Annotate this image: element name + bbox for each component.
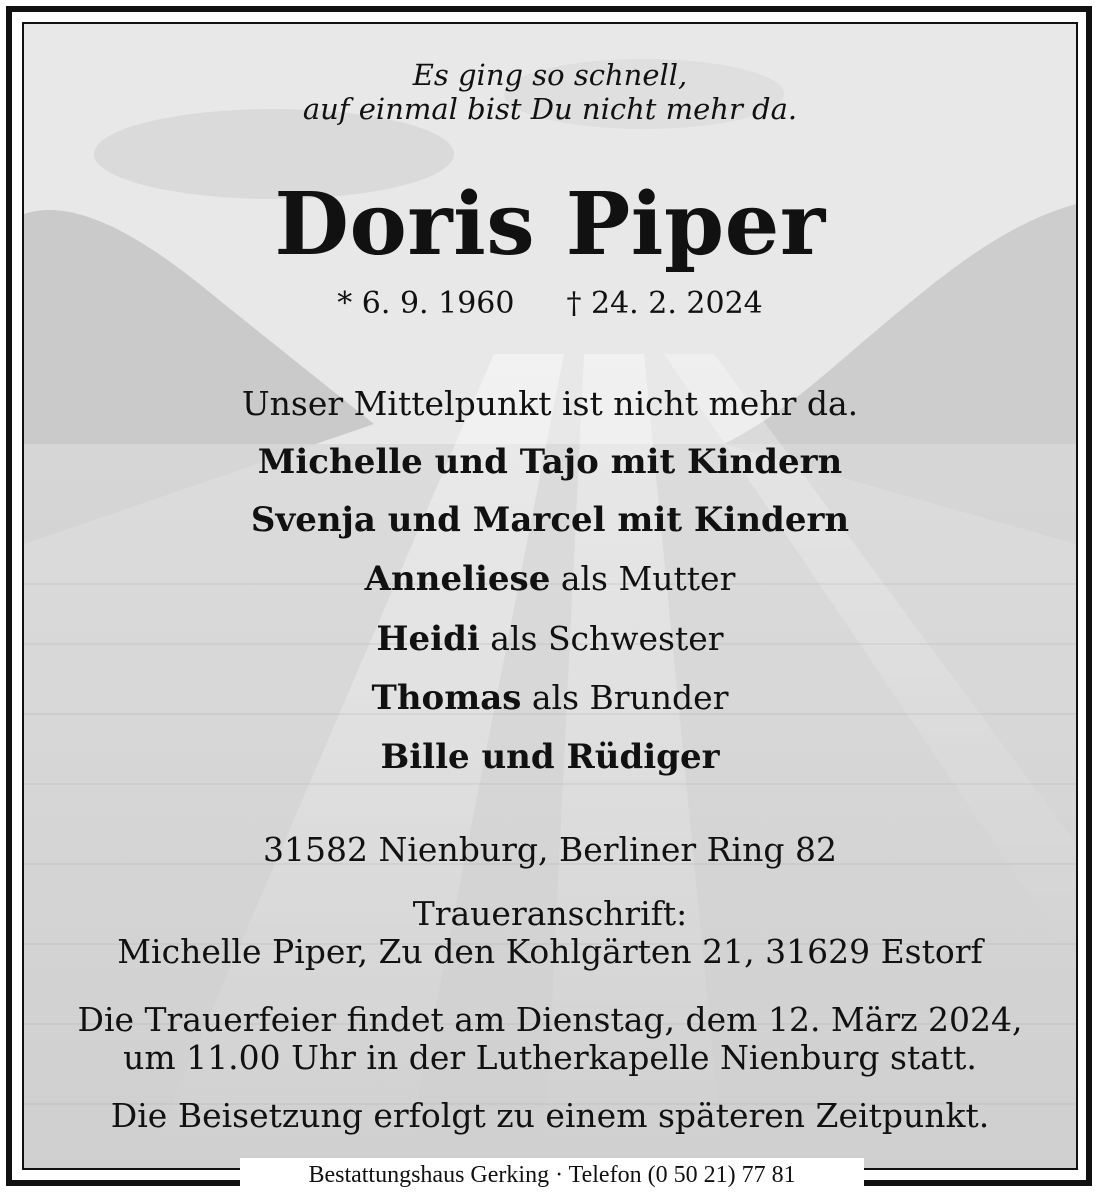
home-address: 31582 Nienburg, Berliner Ring 82 (263, 830, 837, 869)
ceremony-line-1: Die Trauerfeier findet am Dienstag, dem 12. März 2024, (77, 1000, 1023, 1039)
burial-note: Die Beisetzung erfolgt zu einem späteren Zeitpunkt. (110, 1096, 990, 1135)
mourner-relation: als Schwester (479, 619, 724, 658)
intro-text: Unser Mittelpunkt ist nicht mehr da. (241, 384, 859, 423)
mourning-address-label: Traueranschrift: (412, 894, 688, 933)
mourner-name: Bille und Rüdiger (380, 737, 720, 777)
mourner-relation: als Brunder (521, 678, 729, 717)
mourning-address: Michelle Piper, Zu den Kohlgärten 21, 31629 Estorf (117, 932, 983, 971)
mourner-name: Anneliese (364, 559, 551, 599)
mourner-line (24, 619, 1076, 659)
deceased-name: Doris Piper (274, 174, 826, 275)
mourner-line (24, 500, 1076, 540)
mourner-line (24, 737, 1076, 777)
mourner-line (24, 559, 1076, 599)
mourner-line (24, 678, 1076, 718)
birth-date: * 6. 9. 1960 (337, 286, 515, 321)
inner-border (22, 22, 1078, 1170)
funeral-home-footer: Bestattungshaus Gerking · Telefon (0 50 21) 77 81 (240, 1158, 864, 1192)
mourner-name: Thomas (371, 678, 522, 718)
verse-line-1: Es ging so schnell, (412, 58, 688, 92)
death-date: † 24. 2. 2024 (566, 286, 763, 321)
ceremony-line-2: um 11.00 Uhr in der Lutherkapelle Nienburg statt. (123, 1038, 977, 1077)
life-dates (24, 286, 1076, 321)
mourner-name: Svenja und Marcel mit Kindern (250, 500, 850, 540)
mourner-name: Michelle und Tajo mit Kindern (257, 442, 843, 482)
mourner-name: Heidi (376, 619, 480, 659)
mourner-line (24, 442, 1076, 482)
verse-line-2: auf einmal bist Du nicht mehr da. (302, 92, 798, 126)
mourner-relation: als Mutter (550, 559, 736, 598)
